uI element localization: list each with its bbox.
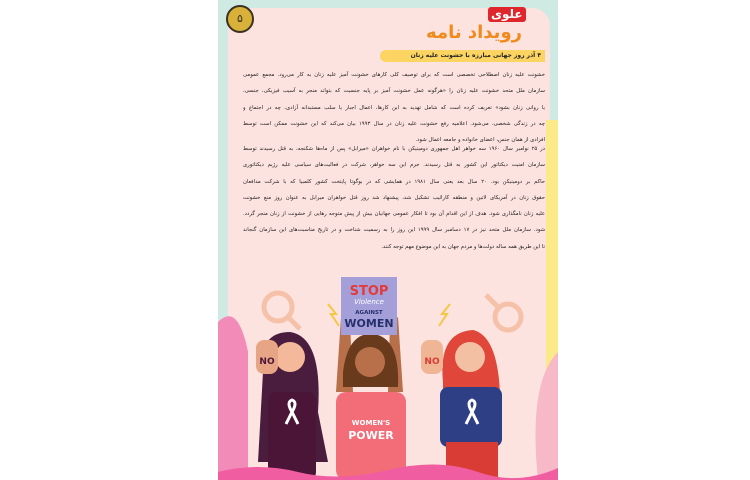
woman-middle <box>336 317 406 480</box>
text-line: حاکم بر دومینیکن بود. ۲۰ سال بعد یعنی سال ۱۹۸۱ در همایشی که در بوگوتا پایتخت کشور کلمبیا که با شرکت مدافعان <box>243 178 545 185</box>
shirt-text: WOMEN'S <box>351 419 391 427</box>
paragraph-1 <box>243 67 545 148</box>
no-hand-text: NO <box>424 357 440 367</box>
text-line: شود. سازمان ملل متحد نیز در ۱۷ دسامبر سال ۱۹۹۹ این روز را به رسمیت شناخت و در تاریخ مناسبت‌های این سازمان گنجاند <box>243 227 545 234</box>
pink-shape-left <box>218 316 248 480</box>
section-badge: علوی <box>488 7 526 22</box>
text-line: چه در زندگی شخصی، می‌شود. اعلامیه رفع خشونت علیه زنان در سال ۱۹۹۳ بیان می‌کند که این خشونت ممکن است توسط <box>243 120 545 127</box>
no-hand-text: NO <box>259 357 275 367</box>
woman-right <box>421 330 502 480</box>
text-line: در ۲۵ نوامبر سال ۱۹۶۰ سه خواهر اهل جمهوری دومینیکن با نام خواهران «میرابل» پس از ماه‌ها شکنجه، به قتل رسیدند توسط <box>243 146 545 152</box>
woman-left <box>256 332 328 480</box>
page-number: ۵ <box>226 5 254 33</box>
text-line: خشونت علیه زنان اصطلاحی تخصصی است که برای توصیف کلی کارهای خشونت آمیز علیه زنان به کار می‌رود. مجمع عمومی <box>243 72 545 78</box>
text-line: علیه زنان نامگذاری شود. هدف از این اقدام آن بود تا افکار عمومی جهانیان بیش از پیش متوجه رهایی از خشونت از زنان منجر گردد. <box>243 211 545 218</box>
text-line: حقوق زنان در آمریکای لاتین و منطقه کارائیب تشکیل شد، پیشنهاد شد روز قتل خواهران میرابل به عنوان روز منع خشونت <box>243 194 545 201</box>
text-line: افرادی از همان جنس، اعضای خانواده و جامعه اعمال شود. <box>415 137 545 144</box>
article-subtitle: ۴ آذر روز جهانی مبارزه با خشونت علیه زنان <box>380 50 545 62</box>
sign-text: WOMEN <box>344 317 394 330</box>
page-title: رویداد نامه <box>426 22 522 43</box>
pink-shape-right <box>536 352 559 480</box>
shirt-text: POWER <box>348 429 394 442</box>
text-line: یا روانی زنان بشود» تعریف کرده است که شامل تهدید به این کارها، اعمال اجبار یا سلب مستبدانه آزادی، چه در اجتماع و <box>243 104 545 111</box>
text-line: سازمان ملل متحد خشونت علیه زنان را «هرگونه عمل خشونت آمیز بر پایه جنسیت که بتواند منجر به آسیب فیزیکی، جنسی، <box>243 88 545 95</box>
lightning-icon <box>439 304 450 326</box>
lightning-icon <box>328 304 339 326</box>
magazine-page <box>218 0 558 480</box>
protest-illustration <box>218 262 558 480</box>
sign-text: STOP <box>349 284 389 299</box>
sign-text: Violence <box>354 298 384 306</box>
paragraph-2 <box>243 141 545 255</box>
sign-text: AGAINST <box>355 310 383 316</box>
protest-sign <box>341 277 397 335</box>
text-line: تا این طریق همه ساله دولت‌ها و مردم جهان به این موضوع مهم توجه کنند. <box>381 243 545 250</box>
text-line: سازمان امنیت دیکتاتور این کشور به قتل رسیدند. جرم این سه خواهر، شرکت در فعالیت‌های سیاسی علیه رژیم دیکتاتوری <box>243 162 545 169</box>
